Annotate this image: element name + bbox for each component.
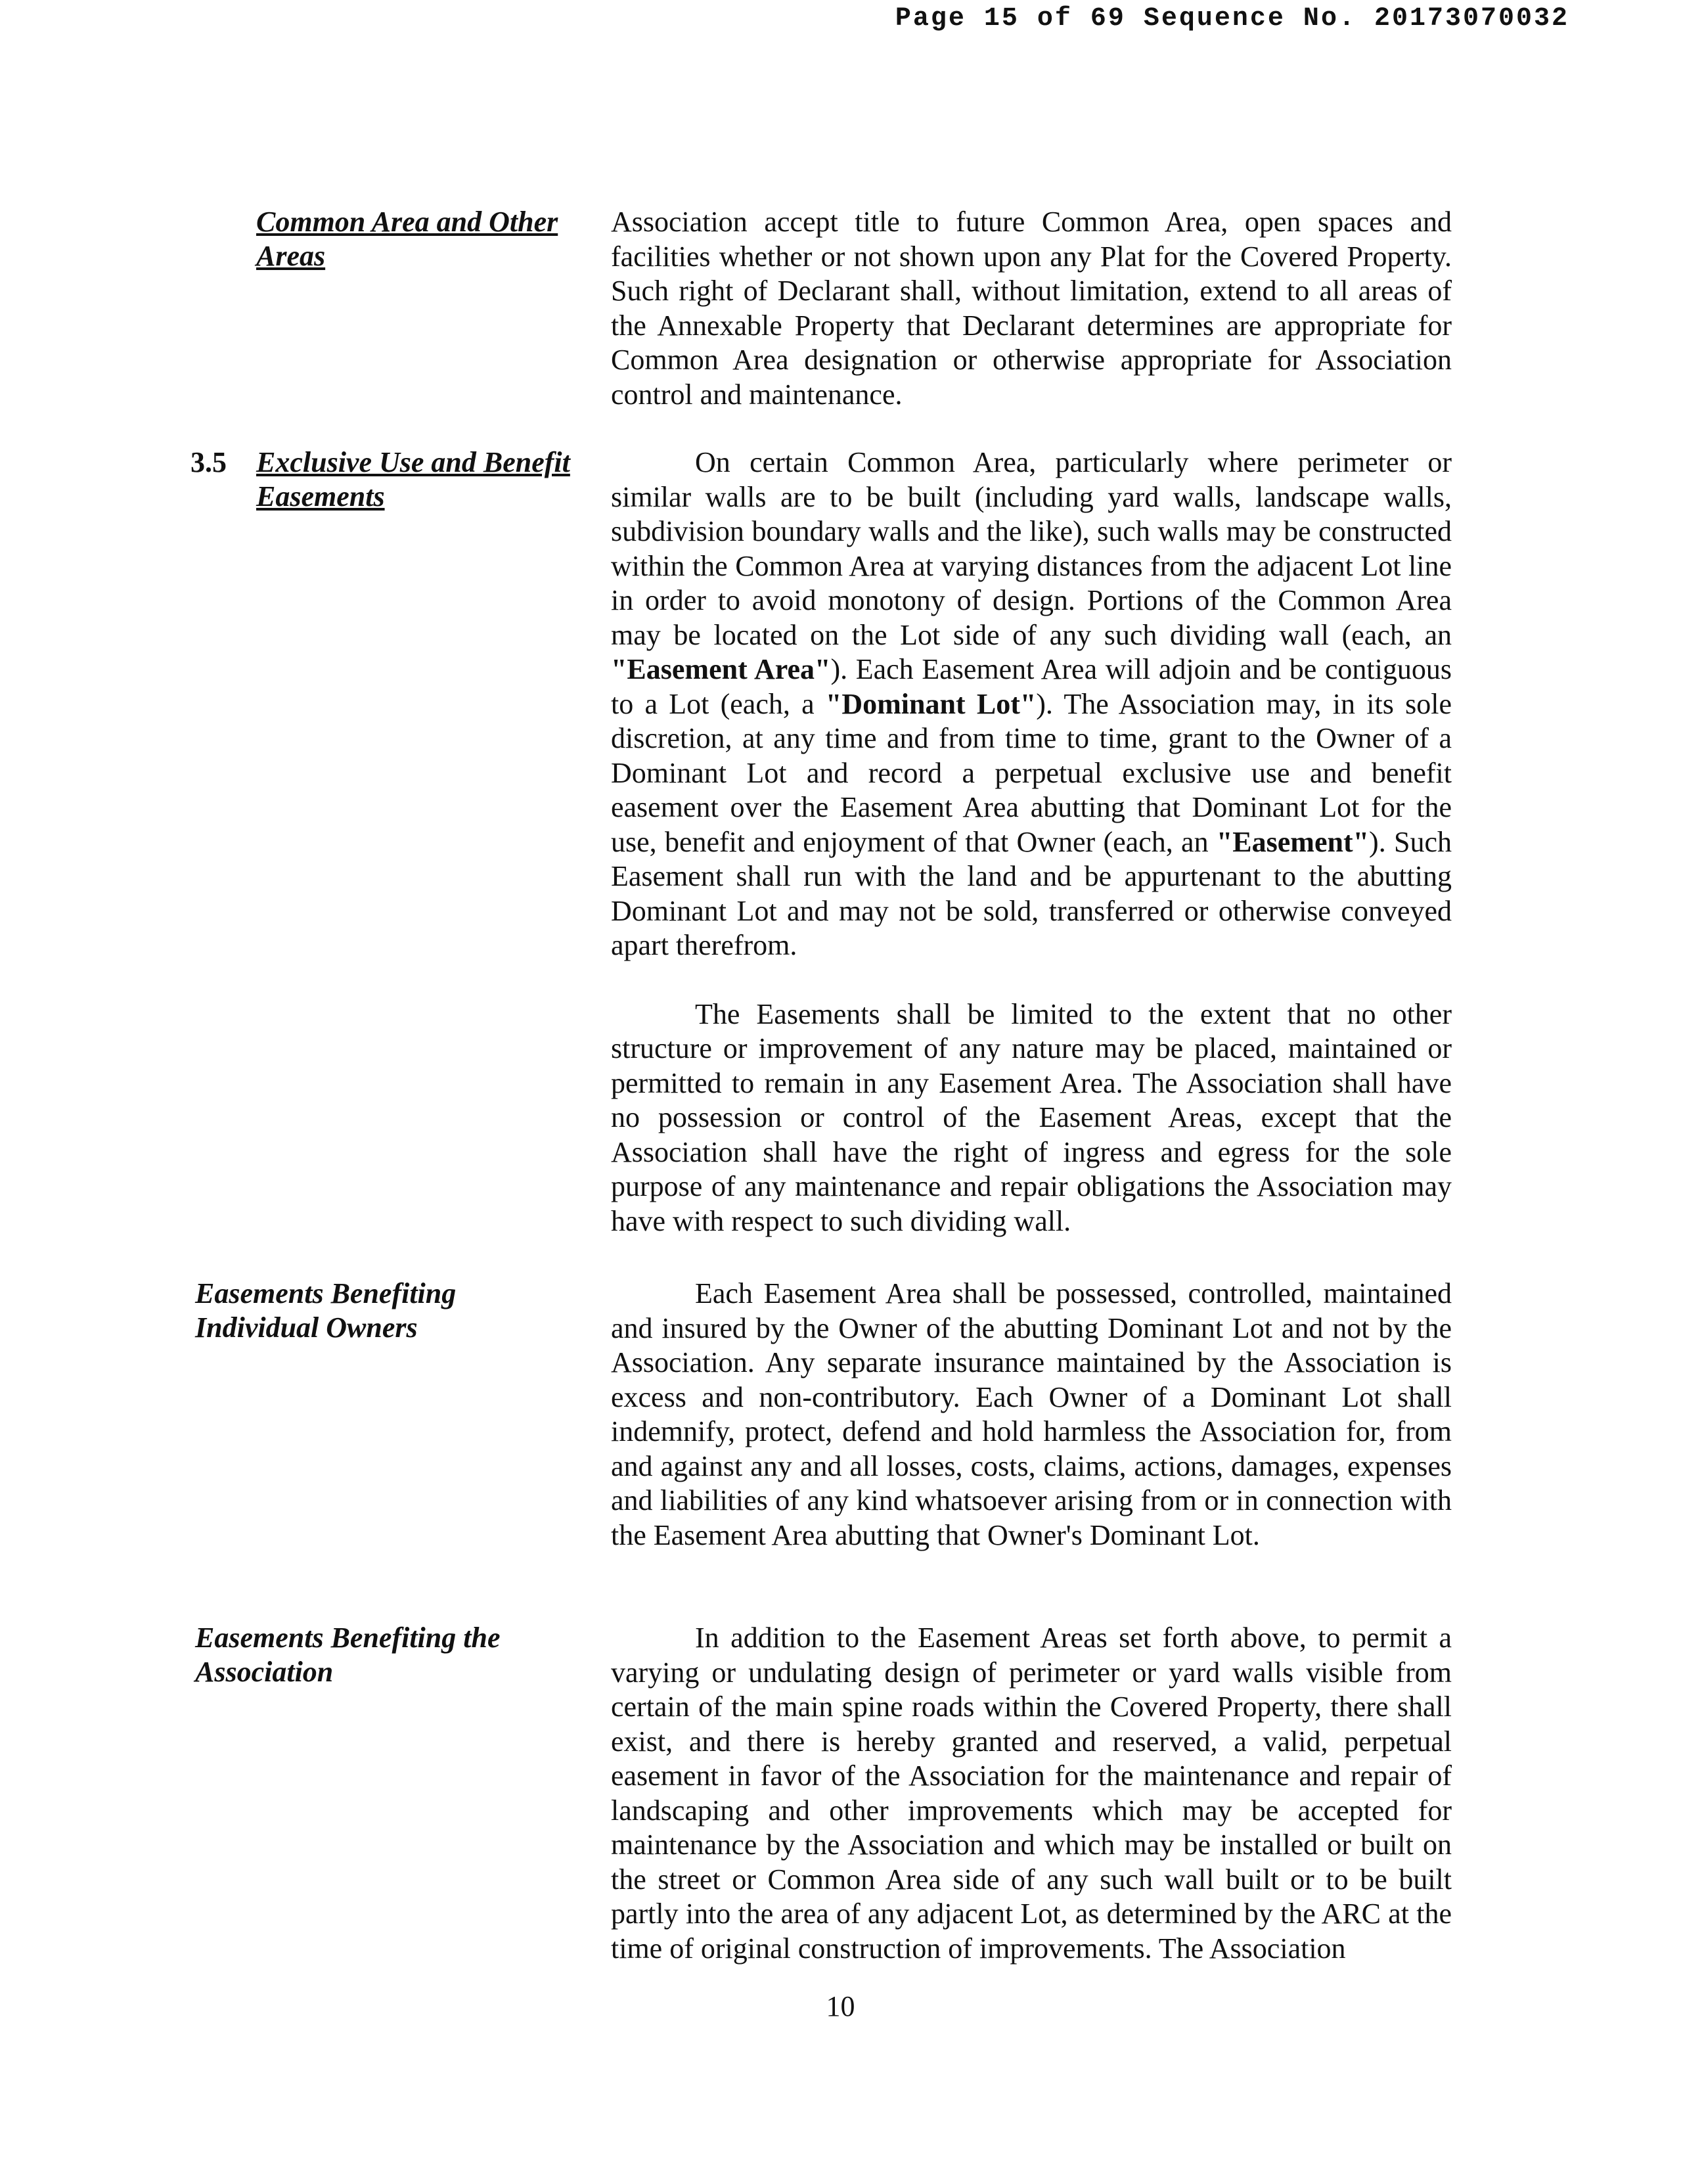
section-body-individual-owners [611, 1277, 1452, 1553]
section-number: 3.5 [191, 446, 227, 478]
section-body-common-area [611, 205, 1452, 412]
page-number: 10 [826, 1990, 855, 2022]
paragraph-association: In addition to the Easement Areas set forth above, to permit a varying or undulating design of perimeter or yard walls visible from certain of the main spine roads within the Covered Property, there shall exist, and there is hereby granted and reserved, a valid, perpetual easement in favor of the Association for the maintenance and repair of landscaping and other improvements which may be accepted for maintenance by the Association and which may be installed or built on the street or Common Area side of any such wall built or to be built partly into the area of any adjacent Lot, as determined by the ARC at the time of original construction of improvements. The Association [611, 1622, 1452, 1965]
paragraph-exclusive-use-1: On certain Common Area, particularly where perimeter or similar walls are to be built (including yard walls, landscape walls, subdivision boundary walls and the like), such walls may be constructed within the Common Area at varying distances from the adjacent Lot line in order to avoid monotony of design. Portions of the Common Area may be located on the Lot side of any such dividing wall (each, an "Easement Area"). Each Easement Area will adjoin and be contiguous to a Lot (each, a "Dominant Lot"). The Association may, in its sole discretion, at any time and from time to time, grant to the Owner of a Dominant Lot and record a perpetual exclusive use and benefit easement over the Easement Area abutting that Dominant Lot for the use, benefit and enjoyment of that Owner (each, an "Easement"). Such Easement shall run with the land and be appurtenant to the abutting Dominant Lot and may not be sold, transferred or otherwise conveyed apart therefrom. [611, 446, 1452, 961]
page-sequence-header: Page 15 of 69 Sequence No. 20173070032 [895, 4, 1569, 34]
section-heading-exclusive-use: Exclusive Use and Benefit Easements [256, 446, 570, 512]
section-heading-common-area: Common Area and Other Areas [256, 206, 558, 272]
defined-term-easement-area: "Easement Area" [611, 653, 831, 685]
section-body-association [611, 1621, 1452, 1966]
section-heading-individual-owners: Easements Benefiting Individual Owners [195, 1277, 457, 1344]
paragraph-common-area: Association accept title to future Common Area, open spaces and facilities whether or not shown upon any Plat for the Covered Property. Such right of Declarant shall, without limitation, extend to all areas of the Annexable Property that Declarant determines are appropriate for Common Area designation or otherwise appropriate for Association control and maintenance. [611, 206, 1452, 411]
paragraph-exclusive-use-2: The Easements shall be limited to the extent that no other structure or improvement of any nature may be placed, maintained or permitted to remain in any Easement Area. The Association shall have no possession or control of the Easement Areas, except that the Association shall have the right of ingress and egress for the sole purpose of any maintenance and repair obligations the Association may have with respect to such dividing wall. [611, 997, 1452, 1237]
defined-term-easement: "Easement" [1216, 825, 1370, 858]
paragraph-individual-owners: Each Easement Area shall be possessed, controlled, maintained and insured by the Owner of the abutting Dominant Lot and not by the Association. Any separate insurance maintained by the Association is excess and non-contributory. Each Owner of a Dominant Lot shall indemnify, protect, defend and hold harmless the Association for, from and against any and all losses, costs, claims, actions, damages, expenses and liabilities of any kind whatsoever arising from or in connection with the Easement Area abutting that Owner's Dominant Lot. [611, 1277, 1452, 1551]
defined-term-dominant-lot: "Dominant Lot" [825, 687, 1037, 720]
section-body-exclusive-use [611, 445, 1452, 1239]
section-heading-association: Easements Benefiting the Association [195, 1622, 501, 1688]
